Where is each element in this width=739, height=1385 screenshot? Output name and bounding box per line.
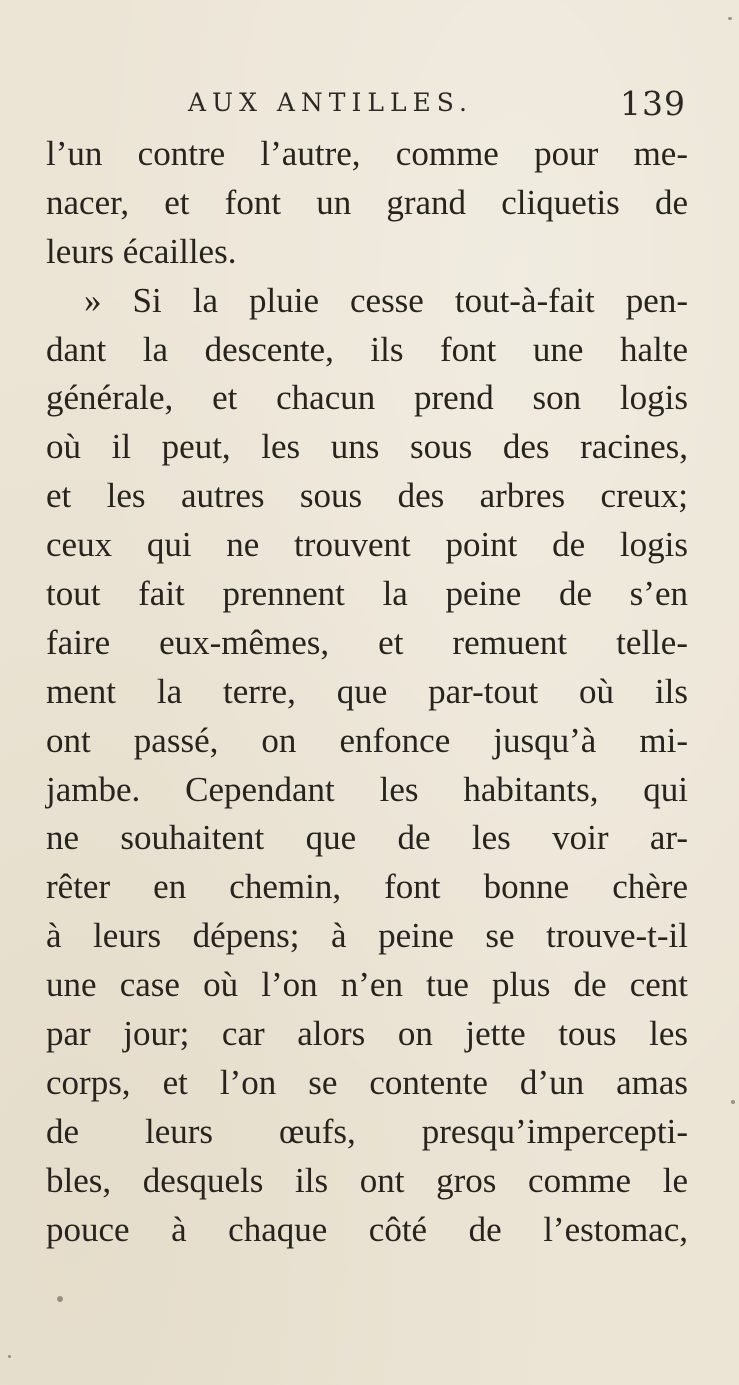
text-line: ont passé, on enfonce jusqu’à mi- bbox=[46, 720, 688, 760]
text-line: » Si la pluie cesse tout-à-fait pen- bbox=[84, 280, 688, 320]
running-title: AUX ANTILLES. bbox=[188, 88, 473, 117]
text-line: de leurs œufs, presqu’impercepti- bbox=[46, 1111, 688, 1151]
text-line: générale, et chacun prend son logis bbox=[46, 378, 688, 418]
body-text bbox=[46, 130, 688, 1254]
text-line: tout fait prennent la peine de s’en bbox=[46, 574, 688, 614]
text-line: pouce à chaque côté de l’estomac, bbox=[46, 1209, 688, 1249]
text-line: jambe. Cependant les habitants, qui bbox=[46, 769, 688, 809]
text-line: l’un contre l’autre, comme pour me- bbox=[46, 134, 688, 173]
text-line: une case où l’on n’en tue plus de cent bbox=[46, 965, 688, 1005]
paper-speck bbox=[8, 1355, 11, 1358]
text-line: rêter en chemin, font bonne chère bbox=[46, 867, 688, 907]
page-header bbox=[188, 84, 688, 128]
text-line: bles, desquels ils ont gros comme le bbox=[46, 1160, 688, 1200]
text-line: dant la descente, ils font une halte bbox=[46, 329, 688, 369]
text-line: par jour; car alors on jette tous les bbox=[46, 1014, 688, 1054]
text-line: et les autres sous des arbres creux; bbox=[46, 476, 688, 516]
text-line: ment la terre, que par-tout où ils bbox=[46, 671, 688, 711]
page-number: 139 bbox=[620, 84, 686, 123]
text-line: corps, et l’on se contente d’un amas bbox=[46, 1062, 688, 1102]
text-line: où il peut, les uns sous des racines, bbox=[46, 427, 688, 467]
paper-speck bbox=[728, 17, 732, 20]
text-line: faire eux-mêmes, et remuent telle- bbox=[46, 622, 688, 662]
paper-speck bbox=[57, 1296, 63, 1302]
paper-speck bbox=[731, 1100, 735, 1104]
text-line: à leurs dépens; à peine se trouve-t-il bbox=[46, 916, 688, 956]
text-line: leurs écailles. bbox=[46, 231, 237, 271]
text-line: ne souhaitent que de les voir ar- bbox=[46, 818, 688, 858]
text-line: ceux qui ne trouvent point de logis bbox=[46, 525, 688, 565]
text-line: nacer, et font un grand cliquetis de bbox=[46, 182, 688, 222]
